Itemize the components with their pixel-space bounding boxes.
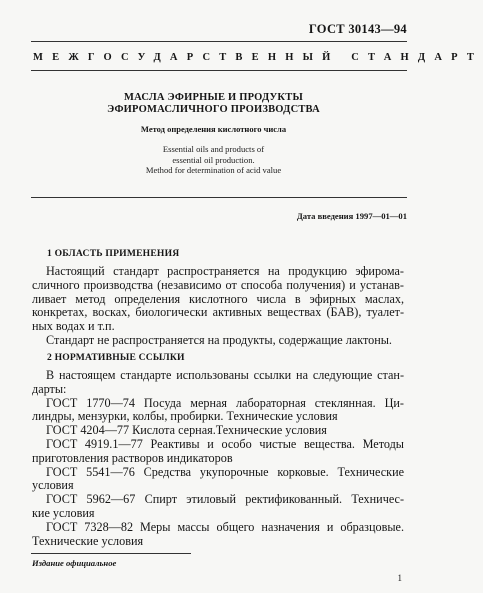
reference-line: условия [32, 478, 74, 493]
section-2-references [32, 369, 404, 548]
paragraph-line: ливает метод определения кислотного числа в эфирных маслах, [32, 291, 404, 306]
header-rule-top [31, 41, 407, 42]
reference-line: ГОСТ 5962—67 Спирт этиловый ректификованный. Техничес- [46, 492, 404, 507]
document-title [40, 92, 387, 115]
footer-rule [31, 553, 191, 554]
section-2-heading: 2 НОРМАТИВНЫЕ ССЫЛКИ [47, 352, 185, 363]
reference-line: ГОСТ 4204—77 Кислота серная.Технические условия [46, 423, 327, 438]
reference-line: ГОСТ 7328—82 Меры массы общего назначения и образцовые. [46, 519, 404, 534]
english-title [40, 144, 387, 176]
interstate-standard-banner: МЕЖГОСУДАРСТВЕННЫЙ СТАНДАРТ [33, 52, 483, 63]
header-rule-bottom [31, 70, 407, 71]
paragraph-line: ных водах и т.п. [32, 319, 115, 334]
reference-line: приготовления растворов индикаторов [32, 450, 233, 465]
reference-line: ГОСТ 1770—74 Посуда мерная лабораторная стеклянная. Ци- [46, 395, 404, 410]
paragraph-line: Стандарт не распространяется на продукты, содержащие лактоны. [46, 333, 392, 347]
introduction-date: Дата введения 1997—01—01 [296, 211, 407, 221]
reference-line: ГОСТ 4919.1—77 Реактивы и особо чистые вещества. Методы [46, 436, 404, 451]
section-1-scope-exclusion [32, 334, 404, 348]
english-title-line-2: essential oil production. [172, 154, 255, 165]
paragraph-line: сличного производства (независимо от способа получения) и устанав- [32, 277, 404, 292]
page-number: 1 [397, 573, 402, 583]
english-title-line-1: Essential oils and products of [162, 144, 265, 154]
title-line-1: МАСЛА ЭФИРНЫЕ И ПРОДУКТЫ [124, 92, 303, 103]
method-subtitle: Метод определения кислотного числа [140, 124, 287, 134]
section-1-paragraph [32, 265, 404, 334]
title-rule [31, 197, 407, 198]
reference-line: Технические условия [32, 533, 144, 548]
english-title-line-3: Method for determination of acid value [145, 165, 282, 175]
standard-code: ГОСТ 30143—94 [308, 22, 407, 36]
paragraph-line: Настоящий стандарт распространяется на продукцию эфирома- [46, 264, 404, 278]
title-line-2: ЭФИРОМАСЛИЧНОГО ПРОИЗВОДСТВА [107, 103, 320, 115]
paragraph-line: конкретах, восках, биологически активных веществах (БАВ), туалет- [32, 305, 404, 320]
reference-line: кие условия [32, 505, 95, 520]
reference-line: ГОСТ 5541—76 Средства укупорочные корковые. Технические [46, 464, 404, 479]
reference-line: линдры, мензурки, колбы, пробирки. Технические условия [32, 409, 338, 424]
reference-line: дарты: [32, 381, 67, 396]
official-edition-label: Издание официальное [32, 558, 117, 568]
reference-line: В настоящем стандарте использованы ссылки на следующие стан- [46, 368, 404, 382]
section-1-heading: 1 ОБЛАСТЬ ПРИМЕНЕНИЯ [47, 248, 180, 259]
